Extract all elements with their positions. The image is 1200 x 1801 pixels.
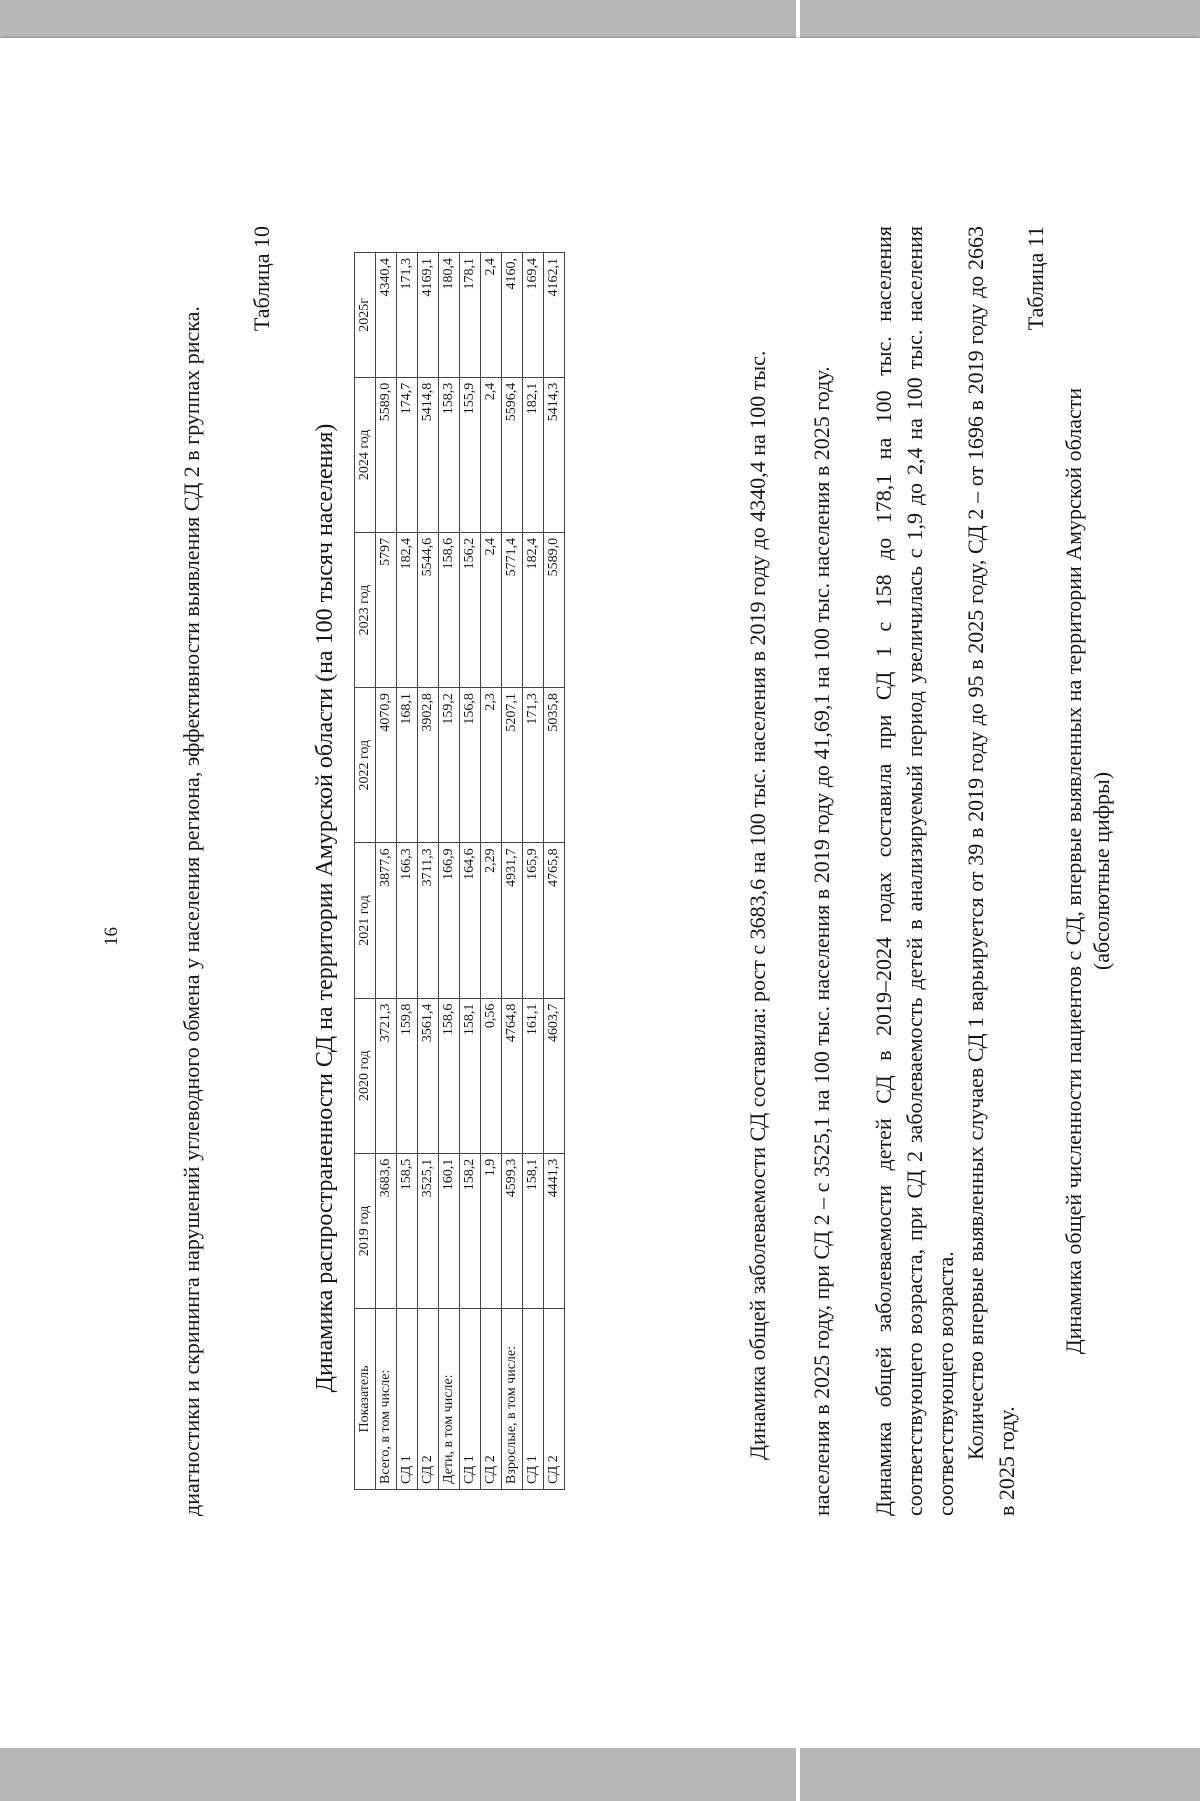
row-label-cell: СД 1	[397, 1309, 418, 1490]
value-cell: 160,1	[439, 1153, 460, 1308]
value-cell: 2,4	[481, 377, 502, 532]
prevalence-table	[354, 252, 565, 1490]
row-label-cell: Взрослые, в том числе:	[502, 1309, 523, 1490]
value-cell: 5414,3	[544, 377, 565, 532]
value-cell: 165,9	[523, 843, 544, 998]
value-cell: 3877,6	[376, 843, 397, 998]
table-10-title: Динамика распространенности СД на территории Амурской области (на 100 тысяч населения)	[312, 423, 338, 1393]
value-cell: 3561,4	[418, 998, 439, 1153]
value-cell: 156,8	[460, 688, 481, 843]
column-header: 2019 год	[355, 1153, 376, 1308]
value-cell: 166,3	[397, 843, 418, 998]
table-row	[460, 253, 481, 1490]
value-cell: 5771,4	[502, 532, 523, 687]
table-11-title	[1060, 226, 1116, 1516]
value-cell: 3711,3	[418, 843, 439, 998]
value-cell: 158,6	[439, 998, 460, 1153]
table-row	[481, 253, 502, 1490]
value-cell: 161,1	[523, 998, 544, 1153]
table-row	[502, 253, 523, 1490]
value-cell: 5589,0	[544, 532, 565, 687]
value-cell: 182,1	[523, 377, 544, 532]
column-header: 2020 год	[355, 998, 376, 1153]
table-row	[544, 253, 565, 1490]
column-header: 2025г	[355, 253, 376, 378]
table-row	[418, 253, 439, 1490]
table-row	[439, 253, 460, 1490]
value-cell: 5414,8	[418, 377, 439, 532]
value-cell: 155,9	[460, 377, 481, 532]
row-label-cell: СД 2	[544, 1309, 565, 1490]
column-header: Показатель	[355, 1309, 376, 1490]
value-cell: 158,1	[523, 1153, 544, 1308]
value-cell: 3683,6	[376, 1153, 397, 1308]
value-cell: 3525,1	[418, 1153, 439, 1308]
value-cell: 182,4	[523, 532, 544, 687]
value-cell: 171,3	[397, 253, 418, 378]
table-11-label: Таблица 11	[1023, 226, 1048, 331]
document-sheet	[0, 38, 1200, 1750]
row-label-cell: СД 1	[460, 1309, 481, 1490]
value-cell: 2,29	[481, 843, 502, 998]
value-cell: 156,2	[460, 532, 481, 687]
page-number: 16	[101, 927, 122, 946]
value-cell: 158,3	[439, 377, 460, 532]
rotated-page-content	[2, 78, 1198, 1738]
value-cell: 169,4	[523, 253, 544, 378]
value-cell: 2,4	[481, 532, 502, 687]
value-cell: 158,5	[397, 1153, 418, 1308]
value-cell: 178,1	[460, 253, 481, 378]
paragraph-prevalence-dynamics: Динамика общей заболеваемости СД составила: рост с 3683,6 на 100 тыс. населения в 2019 году до 4340,4 на 100 тыс.	[745, 350, 770, 1460]
value-cell: 182,4	[397, 532, 418, 687]
value-cell: 158,6	[439, 532, 460, 687]
column-header: 2024 год	[355, 377, 376, 532]
value-cell: 4162,1	[544, 253, 565, 378]
column-header: 2021 год	[355, 843, 376, 998]
value-cell: 166,9	[439, 843, 460, 998]
table-header-row	[355, 253, 376, 1490]
paragraph-prevalence-dynamics-cont: населения в 2025 году, при СД 2 – с 3525,1 на 100 тыс. населения в 2019 году до 41,69,1 на 100 тыс. населения в 2025 году.	[809, 366, 834, 1516]
value-cell: 3721,3	[376, 998, 397, 1153]
value-cell: 174,7	[397, 377, 418, 532]
table-row	[523, 253, 544, 1490]
value-cell: 5797	[376, 532, 397, 687]
value-cell: 4931,7	[502, 843, 523, 998]
scan-seam-bottom	[796, 1748, 800, 1801]
table-11-title-line1: Динамика общей численности пациентов с СД, впервые выявленных на территории Амурской области	[1061, 387, 1086, 1355]
value-cell: 171,3	[523, 688, 544, 843]
value-cell: 158,2	[460, 1153, 481, 1308]
table-10-label: Таблица 10	[249, 226, 274, 332]
row-label-cell: СД 2	[418, 1309, 439, 1490]
value-cell: 5035,8	[544, 688, 565, 843]
value-cell: 158,1	[460, 998, 481, 1153]
table-row	[397, 253, 418, 1490]
value-cell: 5207,1	[502, 688, 523, 843]
value-cell: 4765,8	[544, 843, 565, 998]
value-cell: 2,3	[481, 688, 502, 843]
column-header: 2022 год	[355, 688, 376, 843]
paragraph-new-cases: Количество впервые выявленных случаев СД 1 варьируется от 39 в 2019 году до 95 в 2025 году, СД 2 – от 1696 в 2019 году до 2663 в 2025 году.	[963, 226, 1019, 1516]
row-label-cell: СД 2	[481, 1309, 502, 1490]
value-cell: 5596,4	[502, 377, 523, 532]
value-cell: 0,56	[481, 998, 502, 1153]
value-cell: 168,1	[397, 688, 418, 843]
value-cell: 5589,0	[376, 377, 397, 532]
column-header: 2023 год	[355, 532, 376, 687]
row-label-cell: Дети, в том числе:	[439, 1309, 460, 1490]
value-cell: 4160,	[502, 253, 523, 378]
paragraph-children-dynamics: Динамика общей заболеваемости детей СД в 2019–2024 годах составила при СД 1 с 158 до 178,1 на 100 тыс. населения соответствующего возраста, при СД 2 заболеваемость детей в анализируемый период увеличилась с 1,9 до 2,4 на 100 тыс. населения соответствующего возраста.	[871, 226, 958, 1516]
value-cell: 3902,8	[418, 688, 439, 843]
value-cell: 2,4	[481, 253, 502, 378]
row-label-cell: Всего, в том числе:	[376, 1309, 397, 1490]
value-cell: 4603,7	[544, 998, 565, 1153]
table-row	[376, 253, 397, 1490]
value-cell: 4169,1	[418, 253, 439, 378]
row-label-cell: СД 1	[523, 1309, 544, 1490]
table-11-title-line2: (абсолютные цифры)	[1089, 771, 1114, 971]
value-cell: 164,6	[460, 843, 481, 998]
value-cell: 4340,4	[376, 253, 397, 378]
value-cell: 180,4	[439, 253, 460, 378]
value-cell: 4764,8	[502, 998, 523, 1153]
value-cell: 4070,9	[376, 688, 397, 843]
value-cell: 1,9	[481, 1153, 502, 1308]
value-cell: 159,2	[439, 688, 460, 843]
value-cell: 4599,3	[502, 1153, 523, 1308]
intro-paragraph: диагностики и скрининга нарушений углеводного обмена у населения региона, эффективности выявления СД 2 в группах риска.	[179, 306, 204, 1516]
value-cell: 159,8	[397, 998, 418, 1153]
value-cell: 4441,3	[544, 1153, 565, 1308]
scan-bottom-strip	[0, 1748, 1200, 1801]
table-body	[376, 253, 565, 1490]
value-cell: 5544,6	[418, 532, 439, 687]
